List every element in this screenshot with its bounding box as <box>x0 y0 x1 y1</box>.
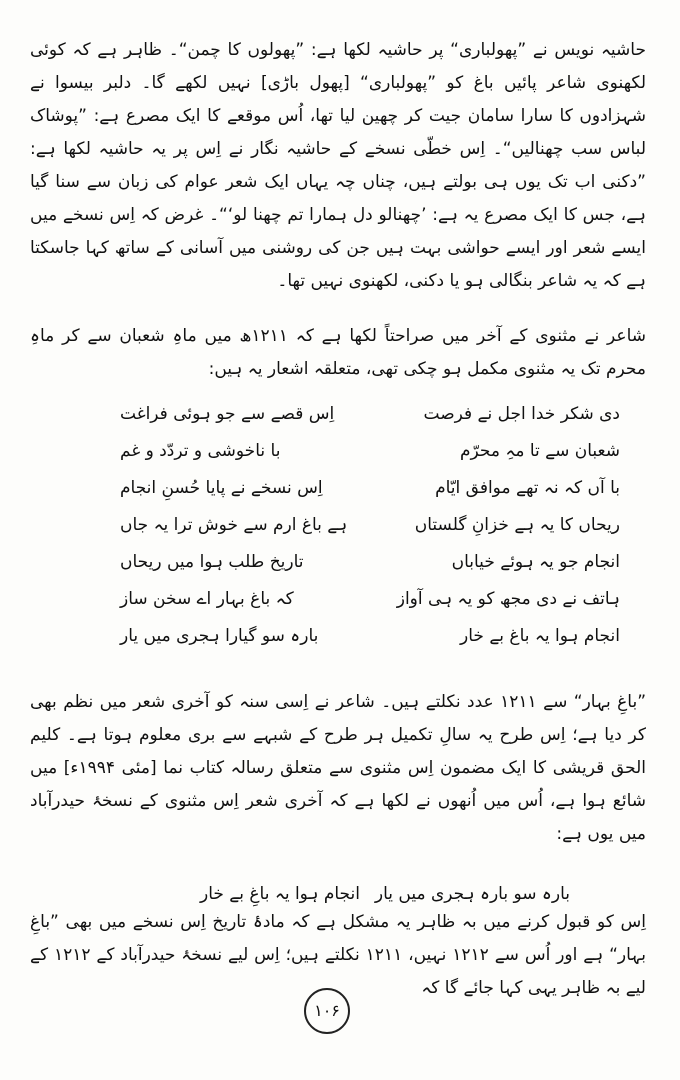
paragraph: اِس کو قبول کرنے میں بہ ظاہر یہ مشکل ہے کہ مادۂ تاریخ اِس نسخے میں بھی ”باغِ بہار“ ہے اور اُس سے ۱۲۱۲ نہیں، ۱۲۱۱ نکلتے ہیں؛ اِس لیے نسخۂ حیدرآباد کے ۱۲۱۲ کے لیے بہ ظاہر یہی کہا جائے گا کہ <box>30 912 646 998</box>
hemistich-left: بارہ سو گیارا ہجری میں یار <box>120 626 319 646</box>
couplet <box>120 507 620 544</box>
paragraph: شاعر نے مثنوی کے آخر میں صراحتاً لکھا ہے کہ ۱۲۱۱ھ میں ماہِ شعبان سے کر ماہِ محرم تک یہ مثنوی مکمل ہو چکی تھی، متعلقہ اشعار یہ ہیں: <box>30 326 646 379</box>
page-number: ۱۰۶ <box>304 988 350 1034</box>
hemistich-left: اِس نسخے نے پایا حُسنِ انجام <box>120 478 323 498</box>
hemistich-right: ہاتف نے دی مجھ کو یہ ہی آواز <box>396 589 620 609</box>
hemistich-right: بارہ سو بارہ ہجری میں یار <box>374 884 570 904</box>
couplet <box>120 470 620 507</box>
couplet <box>120 396 620 433</box>
couplet <box>120 618 620 655</box>
paragraph: حاشیہ نویس نے ”پھولباری“ پر حاشیہ لکھا ہے: ”پھولوں کا چمن“۔ ظاہر ہے کہ کوئی لکھنوی شاعر پائیں باغ کو ”پھولباری“ [پھول باڑی] نہیں لکھے گا۔ دلبر بیسوا نے شہزادوں کا سارا سامان جیت کر چھین لیا تھا، اُس موقعے کا ایک مصرع ہے: ”پوشاک لباس سب چھنالیں“۔ اِس خطّی نسخے کے حاشیہ نگار نے اِس پر یہ حاشیہ لکھا ہے: ”دکنی اب تک یوں ہی بولتے ہیں، چناں چہ یہاں ایک شعر عوام کی زبان سے سنا گیا ہے، جس کا ایک مصرع یہ ہے: ’چھنالو دل ہمارا تم چھنا لو‘“۔ غرض کہ اِس نسخے میں ایسے شعر اور ایسے حواشی بہت ہیں جن کی روشنی میں آسانی کے ساتھ کہا جاسکتا ہے کہ یہ شاعر بنگالی ہو یا دکنی، لکھنوی نہیں تھا۔ <box>30 40 646 291</box>
couplet <box>120 433 620 470</box>
hemistich-left: اِس قصے سے جو ہوئی فراغت <box>120 404 335 424</box>
hemistich-right: انجام ہوا یہ باغ بے خار <box>460 626 620 646</box>
hemistich-right: با آں کہ نہ تھے موافق ایّام <box>435 478 620 498</box>
hemistich-right: شعبان سے تا مہِ محرّم <box>459 441 620 461</box>
hemistich-left: ہے باغ ارم سے خوش ترا یہ جاں <box>120 515 348 535</box>
hemistich-left: کہ باغ بہار اے سخن ساز <box>120 589 294 609</box>
poem <box>120 396 620 655</box>
hemistich-left: با ناخوشی و تردّد و غم <box>120 441 281 461</box>
couplet <box>120 544 620 581</box>
paragraph: ”باغِ بہار“ سے ۱۲۱۱ عدد نکلتے ہیں۔ شاعر نے اِسی سنہ کو آخری شعر میں نظم بھی کر دیا ہے؛ اِس طرح یہ سالِ تکمیل ہر طرح کے شبہے سے بری معلوم ہوتا ہے۔ کلیم الحق قریشی کا ایک مضمون اِس مثنوی سے متعلق رسالہ کتاب نما [مئی ۱۹۹۴ء] میں شائع ہوا ہے، اُس میں اُنھوں نے لکھا ہے کہ آخری شعر اِس مثنوی کے نسخۂ حیدرآباد میں یوں ہے: <box>30 692 646 844</box>
couplet <box>120 581 620 618</box>
hemistich-left: تاریخ طلب ہوا میں ریحاں <box>120 552 304 572</box>
hemistich-right: انجام جو یہ ہوئے خیاباں <box>451 552 620 572</box>
hemistich-right: دی شکر خدا اجل نے فرصت <box>423 404 620 424</box>
hemistich-left: انجام ہوا یہ باغِ بے خار <box>200 884 360 904</box>
hemistich-right: ریحاں کا یہ ہے خزانِ گلستاں <box>414 515 620 535</box>
